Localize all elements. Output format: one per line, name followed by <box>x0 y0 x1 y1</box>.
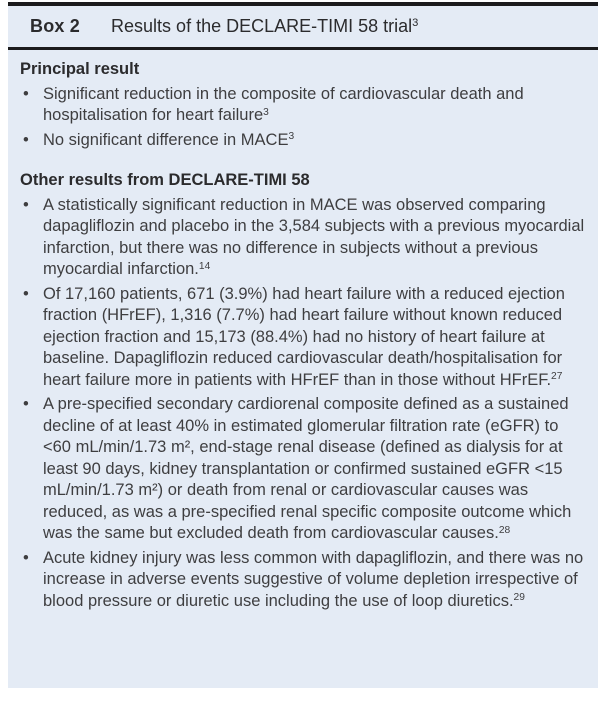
reference-superscript: 27 <box>551 371 563 383</box>
box-title-text: Results of the DECLARE-TIMI 58 trial <box>111 16 413 36</box>
bullet-item <box>20 130 590 152</box>
box-body <box>8 50 598 612</box>
bullet-text-content: A pre-specified secondary cardiorenal composite defined as a sustained decline of at least 40% in estimated glomerular filtration rate (eGFR) to <60 mL/min/1.73 m², end-stage renal disease (defined as dialysis for at least 90 days, kidney transplantation or confirmed sustained eGFR <15 mL/min/1.73 m²) or death from renal or cardiovascular causes was reduced, as was a pre-specified renal specific composite outcome which was the same but excluded death from cardiovascular causes. <box>43 395 572 542</box>
box-label: Box 2 <box>30 16 81 36</box>
bullet-text <box>43 548 590 613</box>
bullet-text <box>43 84 590 127</box>
bullet-text <box>43 284 590 392</box>
bullet-item <box>20 548 590 613</box>
bullet-text <box>43 130 590 152</box>
bullet-marker-icon: • <box>23 395 29 413</box>
section-heading: Other results from DECLARE-TIMI 58 <box>20 171 310 189</box>
bullet-text-content: A statistically significant reduction in MACE was observed comparing dapagliflozin and placebo in the 3,584 subjects with a previous myocardial infarction, but there was no difference in subjects without a previous myocardial infarction. <box>43 195 585 278</box>
bullet-text <box>43 394 590 545</box>
box-2-panel <box>8 2 598 688</box>
bullet-marker-icon: • <box>23 548 29 567</box>
reference-superscript: 29 <box>513 592 525 604</box>
bullet-marker-icon: • <box>23 284 29 303</box>
bullet-text-content: Of 17,160 patients, 671 (3.9%) had heart failure with a reduced ejection fraction (HFrEF), 1,316 (7.7%) had heart failure without known reduced ejection fraction and 15,173 (88.4%) had no history of heart failure at baseline. Dapagliflozin reduced cardiovascular death/hospitalisation for heart failure more in patients with HFrEF than in those without HFrEF. <box>43 284 565 389</box>
bullet-text-content: Acute kidney injury was less common with dapagliflozin, and there was no increase in adverse events suggestive of volume depletion irrespective of blood pressure or diuretic use including the use of loop diuretics. <box>43 548 584 610</box>
bullet-text-content: Significant reduction in the composite of cardiovascular death and hospitalisation for heart failure <box>43 84 524 124</box>
reference-superscript: 3 <box>288 131 295 143</box>
bullet-marker-icon: • <box>23 84 29 103</box>
bullet-item <box>20 284 590 392</box>
reference-superscript: 28 <box>498 524 511 536</box>
reference-superscript: 3 <box>263 106 269 118</box>
section-principal-result <box>20 59 590 151</box>
section-heading: Principal result <box>20 60 140 78</box>
bullet-text-content: No significant difference in MACE <box>43 130 289 149</box>
bullet-marker-icon: • <box>23 195 29 214</box>
bullet-item <box>20 195 590 281</box>
bullet-marker-icon: • <box>23 130 29 149</box>
box-title <box>111 16 418 37</box>
title-reference-superscript: 3 <box>412 17 419 30</box>
box-header <box>8 6 598 47</box>
bullet-text <box>43 195 590 281</box>
bullet-item <box>20 84 590 127</box>
bullet-item <box>20 394 590 545</box>
reference-superscript: 14 <box>198 260 211 272</box>
section-other-results <box>20 170 590 612</box>
